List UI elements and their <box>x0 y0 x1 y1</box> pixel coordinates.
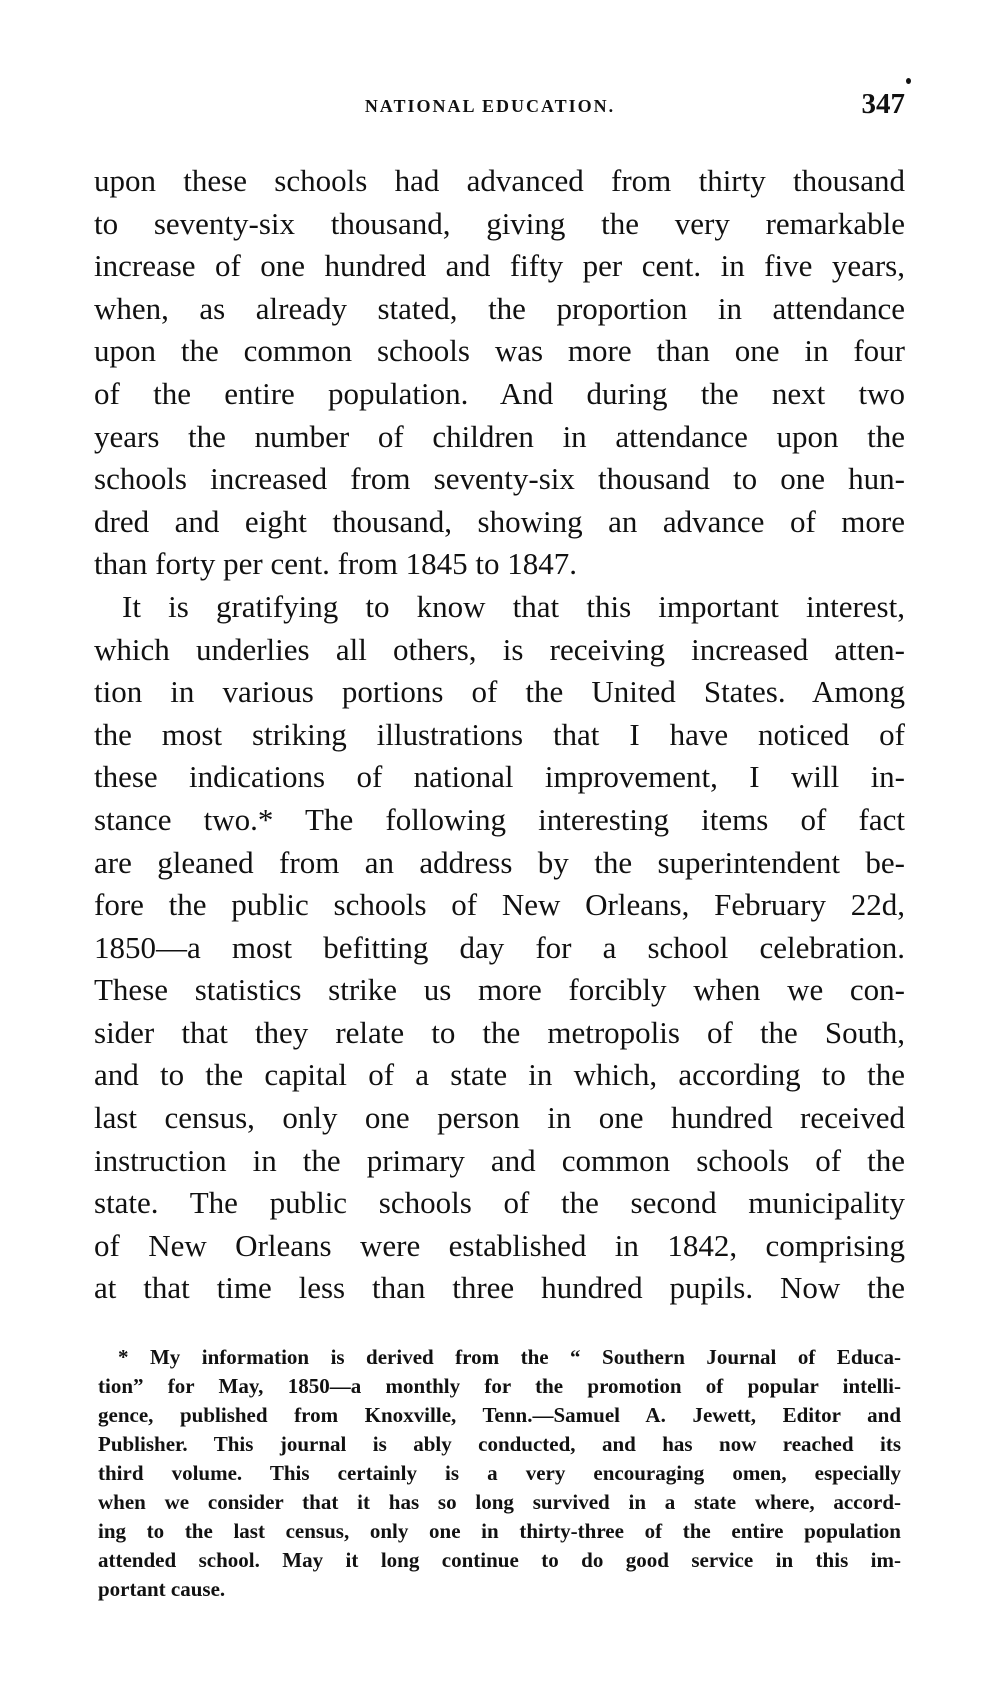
text-line: than forty per cent. from 1845 to 1847. <box>94 546 577 582</box>
footnote-line: attended school. May it long continue to do good service in this im- <box>98 1548 901 1572</box>
text-line: dred and eight thousand, showing an advance of more <box>94 503 905 539</box>
text-line: stance two.* The following interesting items of fact <box>94 801 905 837</box>
text-line: these indications of national improvement, I will in- <box>94 759 905 795</box>
footnote-line: portant cause. <box>98 1577 226 1601</box>
text-line: of the entire population. And during the next two <box>94 375 905 411</box>
footnote-line: * My information is derived from the “ Southern Journal of Educa- <box>118 1345 901 1369</box>
text-line: years the number of children in attendance upon the <box>94 418 905 454</box>
body-text <box>94 160 905 1310</box>
text-line: at that time less than three hundred pupils. Now the <box>94 1270 905 1306</box>
footnote-line: tion” for May, 1850—a monthly for the promotion of popular intelli- <box>98 1374 901 1398</box>
text-line: when, as already stated, the proportion in attendance <box>94 290 905 326</box>
text-line: upon these schools had advanced from thirty thousand <box>94 163 905 198</box>
footnote-line: third volume. This certainly is a very encouraging omen, especially <box>98 1461 901 1485</box>
text-line: last census, only one person in one hundred received <box>94 1100 905 1136</box>
text-line: tion in various portions of the United States. Among <box>94 674 905 710</box>
text-line: the most striking illustrations that I have noticed of <box>94 716 905 752</box>
text-line: It is gratifying to know that this important interest, <box>122 588 905 624</box>
text-line: increase of one hundred and fifty per cent. in five years, <box>94 248 905 284</box>
footnote-line: ing to the last census, only one in thirty-three of the entire population <box>98 1519 901 1543</box>
text-line: which underlies all others, is receiving increased atten- <box>94 631 905 667</box>
footnote-line: when we consider that it has so long survived in a state where, accord- <box>98 1490 901 1514</box>
text-line: instruction in the primary and common schools of the <box>94 1142 905 1178</box>
text-line: and to the capital of a state in which, according to the <box>94 1057 905 1093</box>
footnote <box>98 1343 901 1604</box>
page-number: 347 <box>861 88 905 120</box>
text-line: of New Orleans were established in 1842, comprising <box>94 1227 905 1263</box>
text-line: to seventy-six thousand, giving the very remarkable <box>94 205 905 241</box>
text-line: fore the public schools of New Orleans, February 22d, <box>94 887 905 923</box>
text-line: state. The public schools of the second municipality <box>94 1185 905 1221</box>
text-line: 1850—a most befitting day for a school celebration. <box>94 929 905 965</box>
text-line: upon the common schools was more than one in four <box>94 333 905 369</box>
text-line: These statistics strike us more forcibly when we con- <box>94 972 905 1008</box>
text-line: schools increased from seventy-six thousand to one hun- <box>94 461 905 497</box>
text-line: sider that they relate to the metropolis of the South, <box>94 1014 905 1050</box>
footnote-line: gence, published from Knoxville, Tenn.—Samuel A. Jewett, Editor and <box>98 1403 901 1427</box>
running-header-title: NATIONAL EDUCATION. <box>364 96 616 116</box>
footnote-line: Publisher. This journal is ably conducted, and has now reached its <box>98 1432 901 1456</box>
text-line: are gleaned from an address by the superintendent be- <box>94 844 905 880</box>
printed-dot-mark <box>906 78 911 84</box>
